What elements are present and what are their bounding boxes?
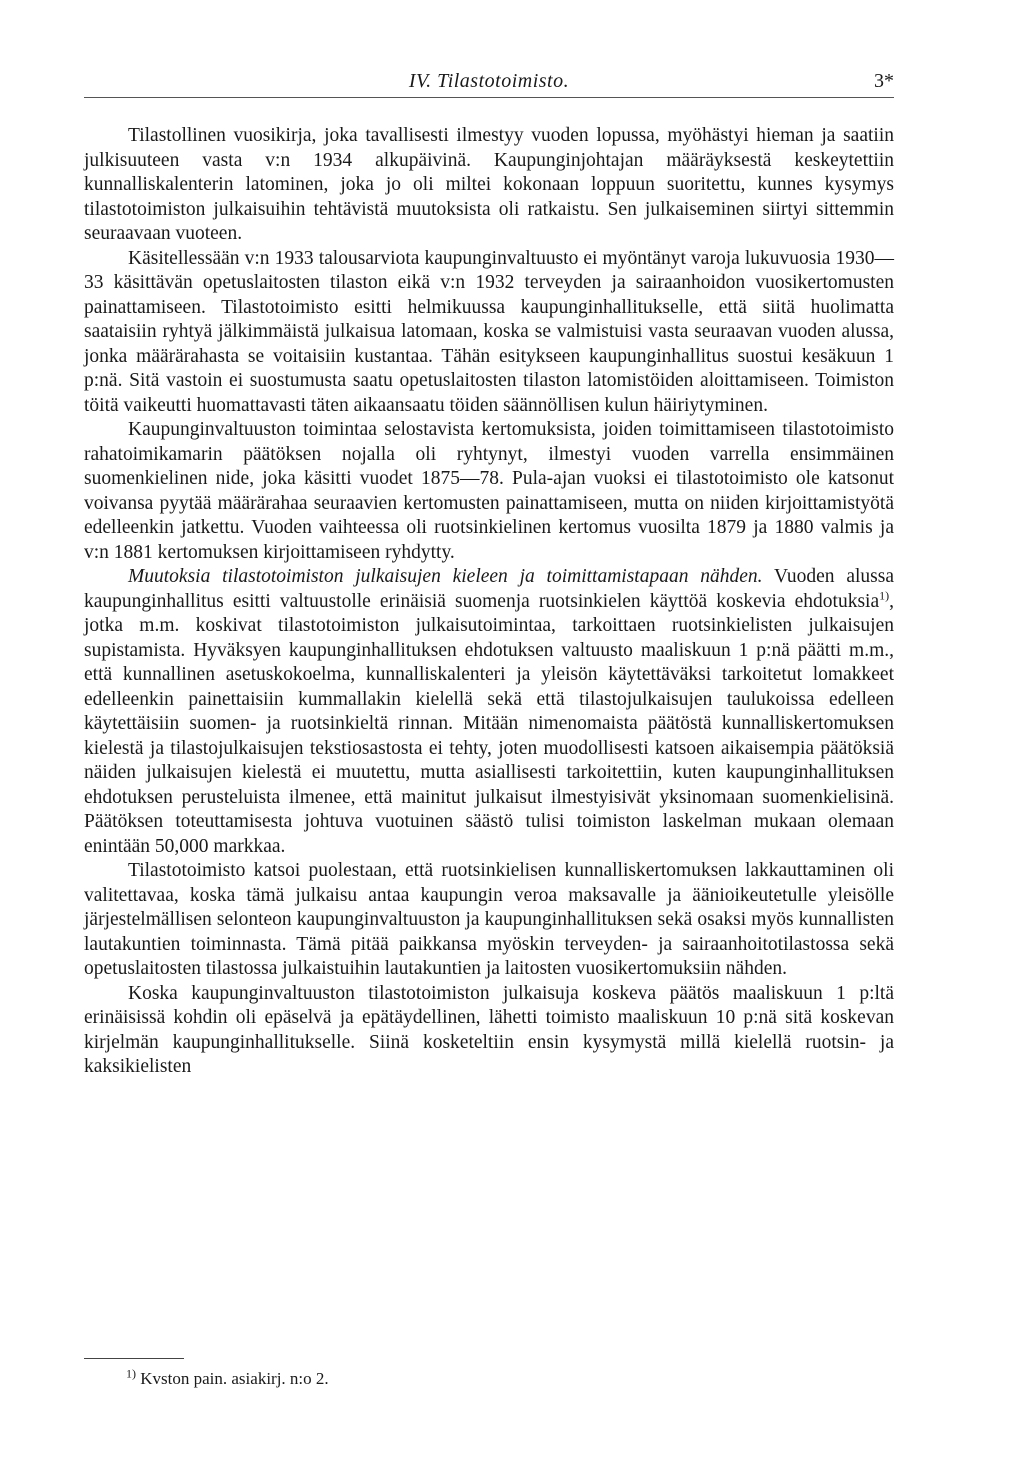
paragraph: Tilastollinen vuosikirja, joka tavallisesti ilmestyy vuoden lopussa, myöhästyi hieman ja saatiin julkisuuteen vasta v:n 1934 alkupäivinä. Kaupunginjohtajan määräyksestä keskeytettiin kunnalliskalenterin latominen, joka jo oli miltei kokonaan loppuun suoritettu, kunnes kysymys tilastotoimiston julkaisuihin tehtävistä muutoksista oli ratkaistu. Sen julkaiseminen siirtyi sittemmin seuraavaan vuoteen. <box>84 125 894 244</box>
footnote-rule <box>84 1358 184 1359</box>
footnote-text: Kvston pain. asiakirj. n:o 2. <box>136 1369 329 1388</box>
paragraph-text: , jotka m.m. koskivat tilastotoimiston julkaisutoimintaa, tarkoittaen ruotsinkielisten julkaisujen supistamista. Hyväksyen kaupunginhallituksen ehdotuksen valtuusto maaliskuun 1 p:nä päätti m.m., että kunnallinen asetuskokoelma, kunnalliskalenteri ja yleisön käytettäväksi tarkoitetut lomakkeet edelleenkin painettaisiin kummallakin kielellä sekä että tilastojulkaisujen taulukoissa edelleen käytettäisiin suomen- ja ruotsinkieltä rinnan. Mitään nimenomaista päätöstä kunnalliskertomuksen kielestä ja tilastojulkaisujen tekstiosastosta ei tehty, joten muodollisesti katsoen aikaisempia päätöksiä näiden julkaisujen kielestä ei muutettu, mutta asiallisesti tarkoitettiin, kuten kaupunginhallituksen ehdotuksen perusteluista ilmenee, että mainitut julkaisut ilmestyisivät yksinomaan suomenkielisinä. Päätöksen toteuttamisesta johtuva vuotuinen säästö tulisi toimiston laskelman mukaan olemaan enintään 50,000 markkaa. <box>84 590 894 857</box>
italic-section-lead: Muutoksia tilastotoimiston julkaisujen kieleen ja toimittamistapaan nähden. <box>128 566 763 587</box>
paragraph: Koska kaupunginvaltuuston tilastotoimiston julkaisuja koskeva päätös maaliskuun 1 p:ltä erinäisissä kohdin oli epäselvä ja epätäydellinen, lähetti toimisto maaliskuun 10 p:nä sitä koskevan kirjelmän kaupunginhallitukselle. Siinä kosketeltiin ensin kysymystä millä kielellä ruotsin- ja kaksikielisten <box>84 982 894 1077</box>
page-number: 3* <box>874 70 894 92</box>
footnote-reference[interactable]: 1) <box>879 588 890 602</box>
chapter-title: IV. Tilastotoimisto. <box>408 70 570 92</box>
paragraph: Tilastotoimisto katsoi puolestaan, että ruotsinkielisen kunnalliskertomuksen lakkauttaminen oli valitettavaa, koska tämä julkaisu antaa kaupungin veroa maksavalle ja äänioikeutetulle yleisölle järjestelmällisen selonteon kaupunginvaltuuston ja kaupunginhallituksen sekä osaksi myös kunnallisten lautakuntien toiminnasta. Tämä pitää paikkansa myöskin terveyden- ja sairaanhoitotilastossa sekä opetuslaitosten tilastossa julkaistuihin lautakuntien ja laitosten vuosikertomuksiin nähden. <box>84 860 894 979</box>
running-head <box>84 66 894 96</box>
body-text <box>84 124 894 1080</box>
paragraph: Kaupunginvaltuuston toimintaa selostavista kertomuksista, joiden toimittamiseen tilastotoimisto rahatoimikamarin päätöksen nojalla oli ryhtynyt, ilmestyi vuoden varrella ensimmäinen suomenkielinen nide, joka käsitti vuodet 1875—78. Pula-ajan vuoksi ei tilastotoimisto ole katsonut voivansa pyytää määrärahaa seuraavien kertomusten painattamiseen, mutta on niiden kirjoittamistyötä edelleenkin jatkettu. Vuoden vaihteessa oli ruotsinkielinen kertomus vuosilta 1879 ja 1880 valmis ja v:n 1881 kertomuksen kirjoittamiseen ryhdytty. <box>84 419 894 563</box>
paragraph-text: Vuoden alussa kaupunginhallitus esitti valtuustolle erinäisiä suomenja ruotsinkielen käyttöä koskevia ehdotuksia <box>84 566 894 612</box>
paragraph: Käsitellessään v:n 1933 talousarviota kaupunginvaltuusto ei myöntänyt varoja lukuvuosia 1930—33 käsittävän opetuslaitosten tilaston eikä v:n 1932 terveyden ja sairaanhoidon vuosikertomusten painattamiseen. Tilastotoimisto esitti helmikuussa kaupunginhallitukselle, että siitä huolimatta saataisiin ryhtyä jälkimmäistä julkaisua latomaan, koska se valmistuisi vasta seuraavan vuoden alussa, jonka määrärahasta se voitaisiin kustantaa. Tähän esitykseen kaupunginhallitus suostui kesäkuun 1 p:nä. Sitä vastoin ei suostumusta saatu opetuslaitosten tilaston latomistöiden aloittamiseen. Toimiston töitä vaikeutti huomattavasti täten aikaansaatu töiden säännöllisen kulun häiriytyminen. <box>84 247 894 416</box>
footnote <box>126 1367 826 1391</box>
header-rule <box>84 97 894 98</box>
paragraph <box>84 565 894 859</box>
footnote-mark: 1) <box>126 1366 136 1381</box>
